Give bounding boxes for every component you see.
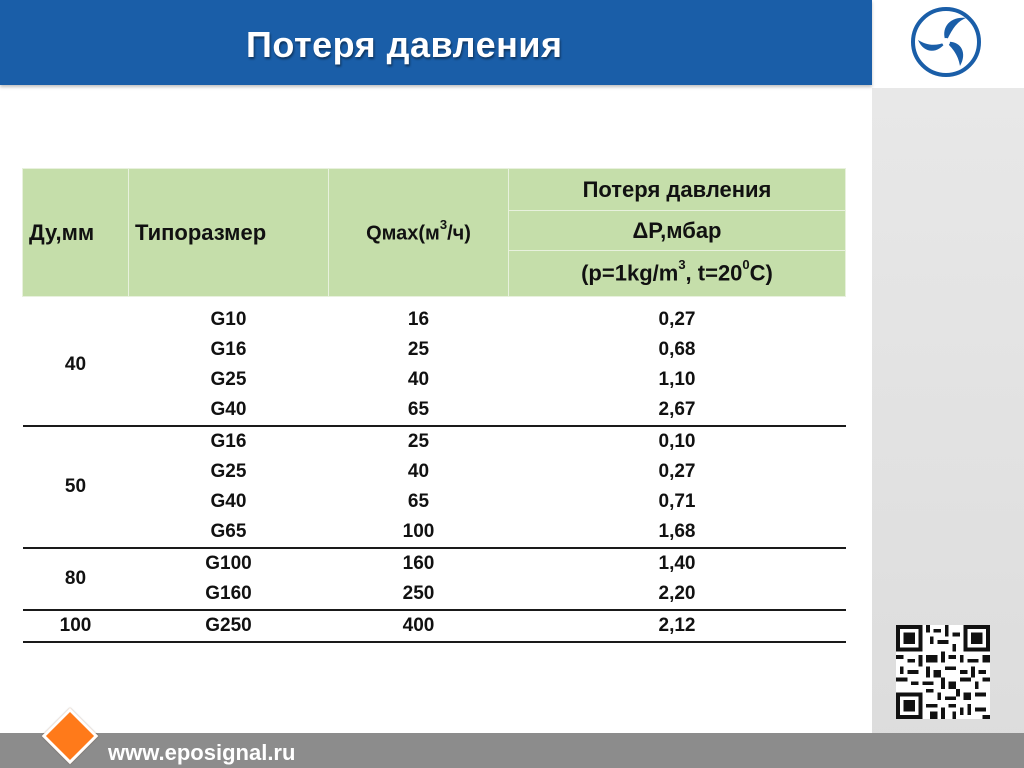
- footer-website-link[interactable]: www.eposignal.ru: [108, 740, 296, 765]
- qmax-cell: 16: [407, 308, 430, 330]
- loss-cell: 0,71: [658, 490, 696, 512]
- header-qmax: $Qмах(м^3/ч)$: [329, 169, 509, 297]
- header-loss-title: Потеря давления: [509, 169, 846, 211]
- loss-cell: 0,27: [658, 308, 696, 330]
- model-cell: G40: [129, 395, 329, 426]
- table-row: [23, 305, 846, 335]
- qmax-cell: 25: [407, 338, 430, 360]
- header-loss-conditions: ($p=1kg/m^3$, $t=20^0C$): [509, 251, 846, 297]
- loss-cell: 2,67: [509, 395, 846, 426]
- header-diameter: Ду,мм: [23, 169, 129, 297]
- loss-cell: 1,40: [658, 552, 696, 574]
- table-row: [23, 610, 846, 642]
- loss-cell: 0,68: [658, 338, 696, 360]
- qmax-cell: 400: [329, 610, 509, 642]
- qmax-cell: 160: [402, 552, 435, 574]
- model-cell: G16: [210, 338, 247, 360]
- model-cell: G25: [210, 368, 247, 390]
- table-row: [23, 335, 846, 365]
- loss-cell: 2,20: [509, 579, 846, 610]
- table-row: [23, 548, 846, 579]
- table-row: [23, 365, 846, 395]
- header-model: Типоразмер: [129, 169, 329, 297]
- qmax-cell: 250: [329, 579, 509, 610]
- model-cell: G250: [129, 610, 329, 642]
- model-cell: G100: [205, 552, 252, 574]
- loss-cell: 0,27: [658, 460, 696, 482]
- loss-cell: 1,10: [658, 368, 696, 390]
- table-row: [23, 579, 846, 610]
- loss-cell: 1,68: [509, 517, 846, 548]
- pressure-loss-table: [22, 168, 846, 643]
- table-body: [23, 297, 846, 642]
- diameter-cell: 100: [23, 610, 129, 642]
- swirl-logo-icon: [910, 6, 982, 78]
- model-cell: G65: [129, 517, 329, 548]
- table-row: [23, 487, 846, 517]
- qmax-cell: 40: [407, 460, 430, 482]
- table-row: [23, 395, 846, 426]
- model-cell: G160: [129, 579, 329, 610]
- loss-cell: 0,10: [658, 430, 696, 452]
- diameter-cell: 40: [23, 305, 129, 426]
- loss-cell: 2,12: [509, 610, 846, 642]
- table-row: [23, 426, 846, 457]
- diameter-cell: 80: [23, 548, 129, 610]
- model-cell: G25: [210, 460, 247, 482]
- qmax-cell: 25: [407, 430, 430, 452]
- model-cell: G16: [210, 430, 247, 452]
- table-row: [23, 517, 846, 548]
- qmax-cell: 100: [329, 517, 509, 548]
- page-title: Потеря давления: [246, 24, 563, 65]
- diameter-cell: 50: [23, 426, 129, 548]
- qr-code-icon: [896, 625, 990, 719]
- qmax-cell: 40: [407, 368, 430, 390]
- qmax-cell: 65: [329, 395, 509, 426]
- model-cell: G40: [210, 490, 247, 512]
- qmax-cell: 65: [407, 490, 430, 512]
- header-loss-unit: ΔP,мбар: [509, 211, 846, 251]
- table-row: [23, 457, 846, 487]
- model-cell: G10: [210, 308, 247, 330]
- pressure-loss-table-container: [22, 168, 845, 643]
